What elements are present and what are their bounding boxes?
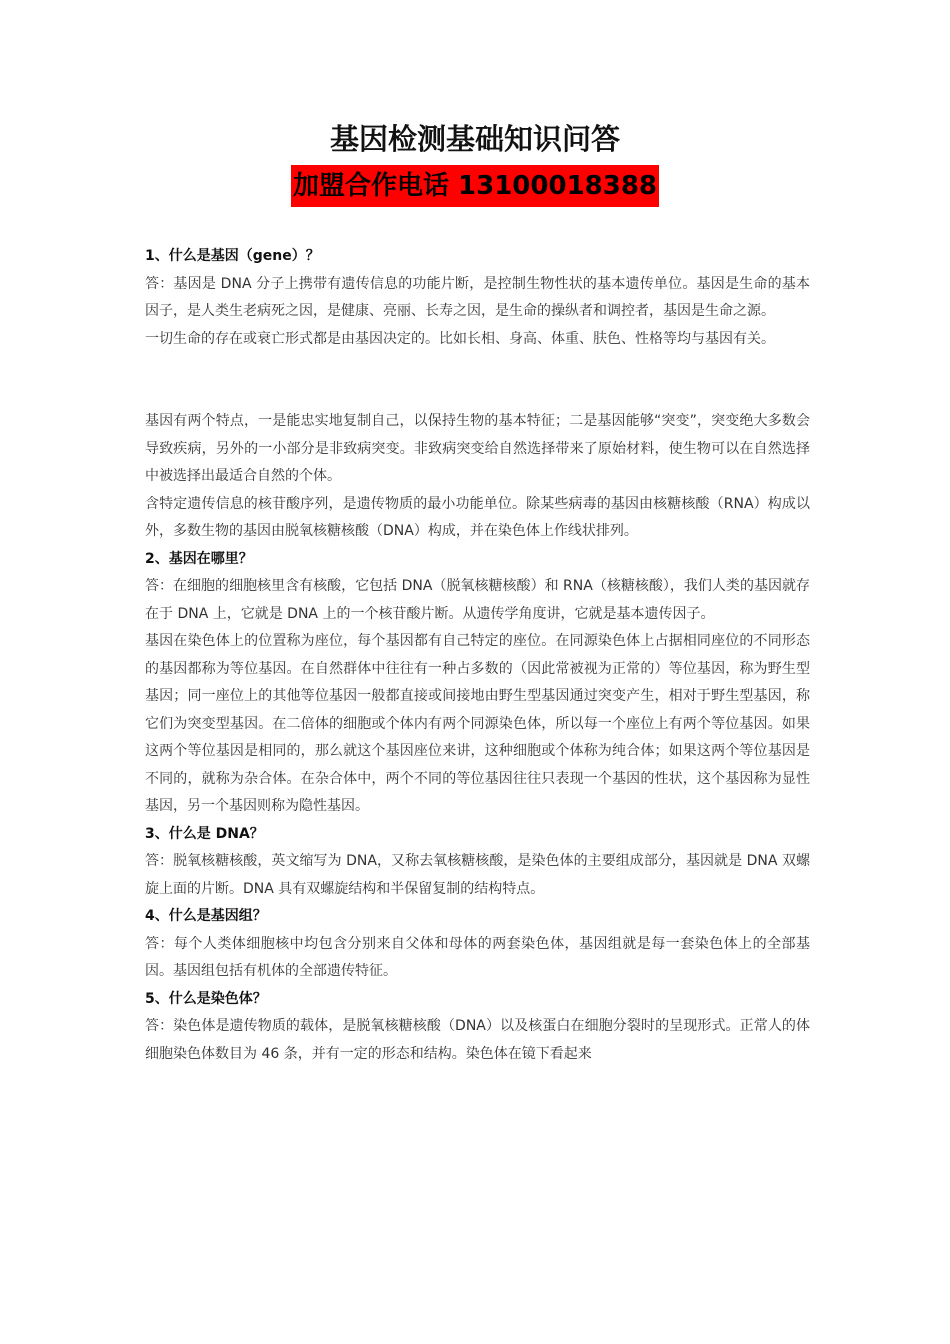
body-paragraph: 一切生命的存在或衰亡形式都是由基因决定的。比如长相、身高、体重、肤色、性格等均与基因有关。: [145, 330, 775, 347]
answer-paragraph: 答：在细胞的细胞核里含有核酸，它包括 DNA（脱氧核糖核酸）和 RNA（核糖核酸），我们人类的基因就存在于 DNA 上，它就是 DNA 上的一个核苷酸片断。从遗传学角度讲，它就是基本遗传因子。: [145, 578, 810, 622]
answer-paragraph: 答：每个人类体细胞核中均包含分别来自父体和母体的两套染色体，基因组就是每一套染色体上的全部基因。基因组包括有机体的全部遗传特征。: [145, 935, 810, 979]
question-heading: 4、什么是基因组？: [145, 908, 267, 924]
document-title: 基因检测基础知识问答: [329, 122, 620, 156]
question-heading: 2、基因在哪里？: [145, 550, 253, 567]
body-paragraph: 基因在染色体上的位置称为座位，每个基因都有自己特定的座位。在同源染色体上占据相同座位的不同形态的基因都称为等位基因。在自然群体中往往有一种占多数的（因此常被视为正常的）等位基因，称为野生型基因；同一座位上的其他等位基因一般都直接或间接地由野生型基因通过突变产生，相对于野生型基因，称它们为突变型基因。在二倍体的细胞或个体内有两个同源染色体，所以每一个座位上有两个等位基因。如果这两个等位基因是相同的，那么就这个基因座位来讲，这种细胞或个体称为纯合体；如果这两个等位基因是不同的，就称为杂合体。在杂合体中，两个不同的等位基因往往只表现一个基因的性状，这个基因称为显性基因，另一个基因则称为隐性基因。: [145, 633, 810, 814]
question-heading: 1、什么是基因（gene）？: [145, 248, 320, 264]
answer-paragraph: 答：基因是 DNA 分子上携带有遗传信息的功能片断，是控制生物性状的基本遗传单位。基因是生命的基本因子，是人类生老病死之因，是健康、亮丽、长寿之因，是生命的操纵者和调控者，基因是生命之源。: [145, 275, 810, 319]
body-paragraph: 含特定遗传信息的核苷酸序列，是遗传物质的最小功能单位。除某些病毒的基因由核糖核酸（RNA）构成以外，多数生物的基因由脱氧核糖核酸（DNA）构成，并在染色体上作线状排列。: [145, 495, 810, 539]
body-paragraph: 基因有两个特点，一是能忠实地复制自己，以保持生物的基本特征；二是基因能够“突变”，突变绝大多数会导致疾病，另外的一小部分是非致病突变。非致病突变给自然选择带来了原始材料，使生物可以在自然选择中被选择出最适合自然的个体。: [145, 413, 810, 484]
banner-container: [0, 165, 950, 207]
question-heading: 5、什么是染色体？: [145, 990, 267, 1007]
paragraph-spacer: [145, 353, 810, 408]
contact-banner: 加盟合作电话 13100018388: [291, 165, 659, 207]
document-body: [145, 243, 810, 1068]
answer-paragraph: 答：脱氧核糖核酸，英文缩写为 DNA，又称去氧核糖核酸，是染色体的主要组成部分，基因就是 DNA 双螺旋上面的片断。DNA 具有双螺旋结构和半保留复制的结构特点。: [145, 853, 810, 897]
answer-paragraph: 答：染色体是遗传物质的载体，是脱氧核糖核酸（DNA）以及核蛋白在细胞分裂时的呈现形式。正常人的体细胞染色体数目为 46 条，并有一定的形态和结构。染色体在镜下看起来: [145, 1018, 810, 1062]
question-heading: 3、什么是 DNA？: [145, 825, 264, 842]
